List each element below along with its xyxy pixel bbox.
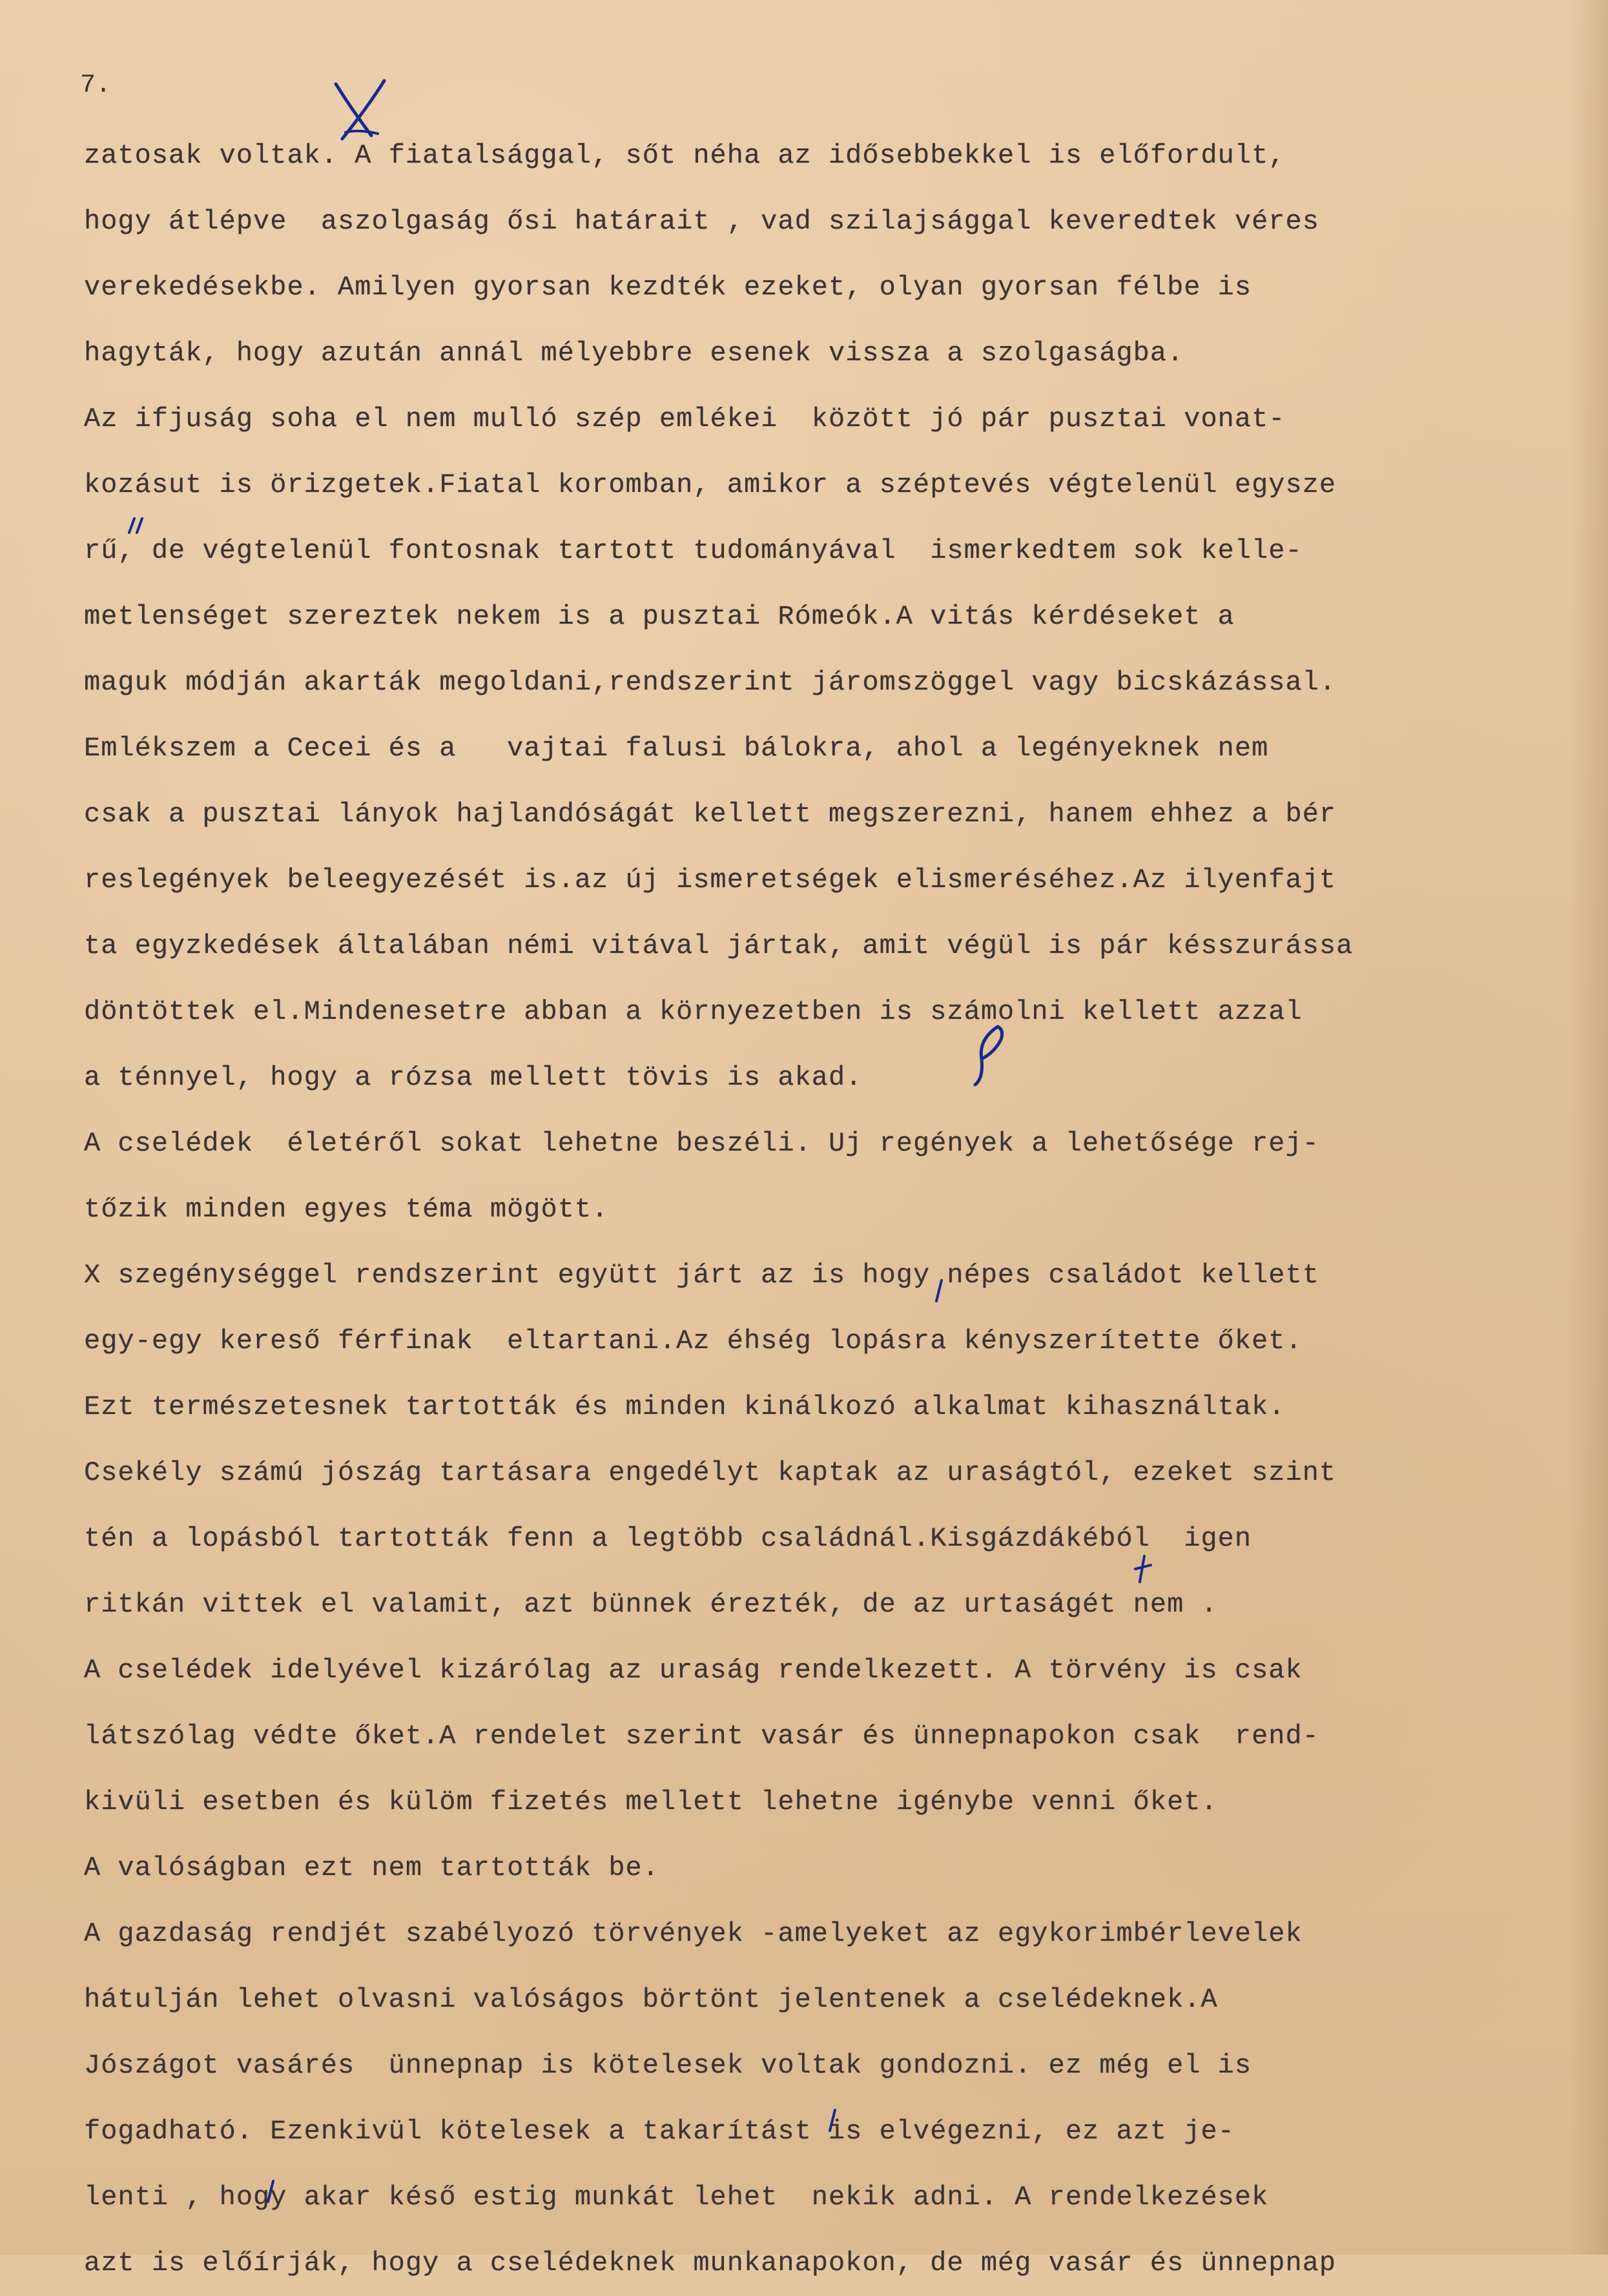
handwritten-accent-mark xyxy=(123,513,149,539)
text-line: hagyták, hogy azután annál mélyebbre esenek vissza a szolgaságba. xyxy=(84,338,1184,369)
text-line: A cselédek életéről sokat lehetne beszéli. Uj regények a lehetősége rej- xyxy=(84,1128,1319,1159)
text-line: A gazdaság rendjét szabélyozó törvények -amelyeket az egykorimbérlevelek xyxy=(84,1918,1303,1949)
text-line: A cselédek idelyével kizárólag az uraság rendelkezett. A törvény is csak xyxy=(84,1655,1303,1686)
text-line: ta egyzkedések általában némi vitával jártak, amit végül is pár késszurássa xyxy=(84,930,1354,961)
text-line: tőzik minden egyes téma mögött. xyxy=(84,1194,609,1225)
text-line: fogadható. Ezenkivül kötelesek a takarítást is elvégezni, ez azt je- xyxy=(84,2116,1235,2147)
text-line: Az ifjuság soha el nem mulló szép emlékei között jó pár pusztai vonat- xyxy=(84,404,1286,435)
text-line: lenti , hogy akar késő estig munkát lehet nekik adni. A rendelkezések xyxy=(84,2182,1269,2213)
text-line: Emlékszem a Cecei és a vajtai falusi bálokra, ahol a legényeknek nem xyxy=(84,733,1269,764)
text-line: ritkán vittek el valamit, azt bünnek érezték, de az urtaságét nem . xyxy=(84,1589,1218,1620)
text-line: X szegénységgel rendszerint együtt járt az is hogy népes családot kellett xyxy=(84,1260,1319,1291)
text-line: metlenséget szereztek nekem is a pusztai Rómeók.A vitás kérdéseket a xyxy=(84,601,1235,632)
handwritten-accent-mark xyxy=(930,1275,949,1307)
text-line: csak a pusztai lányok hajlandóságát kellett megszerezni, hanem ehhez a bér xyxy=(84,799,1337,830)
text-line: tén a lopásból tartották fenn a legtöbb családnál.Kisgázdákéból igen xyxy=(84,1523,1252,1554)
text-line: döntöttek el.Mindenesetre abban a környezetben is számolni kellett azzal xyxy=(84,996,1303,1027)
handwritten-accent-mark xyxy=(262,2176,281,2208)
text-line: Ezt természetesnek tartották és minden kinálkozó alkalmat kihasználtak. xyxy=(84,1391,1286,1422)
text-line: verekedésekbe. Amilyen gyorsan kezdték ezeket, olyan gyorsan félbe is xyxy=(84,272,1252,303)
text-line: hogy átlépve aszolgaság ősi határait , vad szilajsággal keveredtek véres xyxy=(84,206,1319,237)
text-line: a ténnyel, hogy a rózsa mellett tövis is akad. xyxy=(84,1062,863,1093)
text-line: rű, de végtelenül fontosnak tartott tudományával ismerkedtem sok kelle- xyxy=(84,535,1303,566)
handwritten-paragraph-mark xyxy=(965,1020,1011,1091)
text-line: kozásut is örizgetek.Fiatal koromban, amikor a széptevés végtelenül egysze xyxy=(84,469,1337,500)
handwritten-correction-mark xyxy=(1130,1550,1156,1588)
text-line: látszólag védte őket.A rendelet szerint vasár és ünnepnapokon csak rend- xyxy=(84,1721,1319,1752)
text-line: kivüli esetben és külöm fizetés mellett lehetne igénybe venni őket. xyxy=(84,1787,1218,1818)
text-line: Jószágot vasárés ünnepnap is kötelesek voltak gondozni. ez még el is xyxy=(84,2050,1252,2081)
handwritten-accent-mark xyxy=(823,2105,843,2137)
text-line: maguk módján akarták megoldani,rendszerint járomszöggel vagy bicskázással. xyxy=(84,667,1337,698)
text-line: hátulján lehet olvasni valóságos börtönt jelentenek a cselédeknek.A xyxy=(84,1984,1218,2015)
text-line: Csekély számú jószág tartásara engedélyt kaptak az uraságtól, ezeket szint xyxy=(84,1457,1337,1488)
handwritten-x-mark xyxy=(323,71,400,142)
page-number: 7. xyxy=(80,71,112,100)
text-line: zatosak voltak. A fiatalsággal, sőt néha az idősebbekkel is előfordult, xyxy=(84,140,1286,171)
text-line: A valóságban ezt nem tartották be. xyxy=(84,1852,659,1883)
text-line: azt is előírják, hogy a cselédeknek munkanapokon, de még vasár és ünnepnap xyxy=(84,2248,1337,2279)
page-edge-shadow xyxy=(1569,0,1608,2255)
text-line: reslegények beleegyezését is.az új ismeretségek elismeréséhez.Az ilyenfajt xyxy=(84,865,1337,896)
text-line: egy-egy kereső férfinak eltartani.Az éhség lopásra kényszerítette őket. xyxy=(84,1326,1303,1357)
typed-text-body xyxy=(84,123,1524,2296)
